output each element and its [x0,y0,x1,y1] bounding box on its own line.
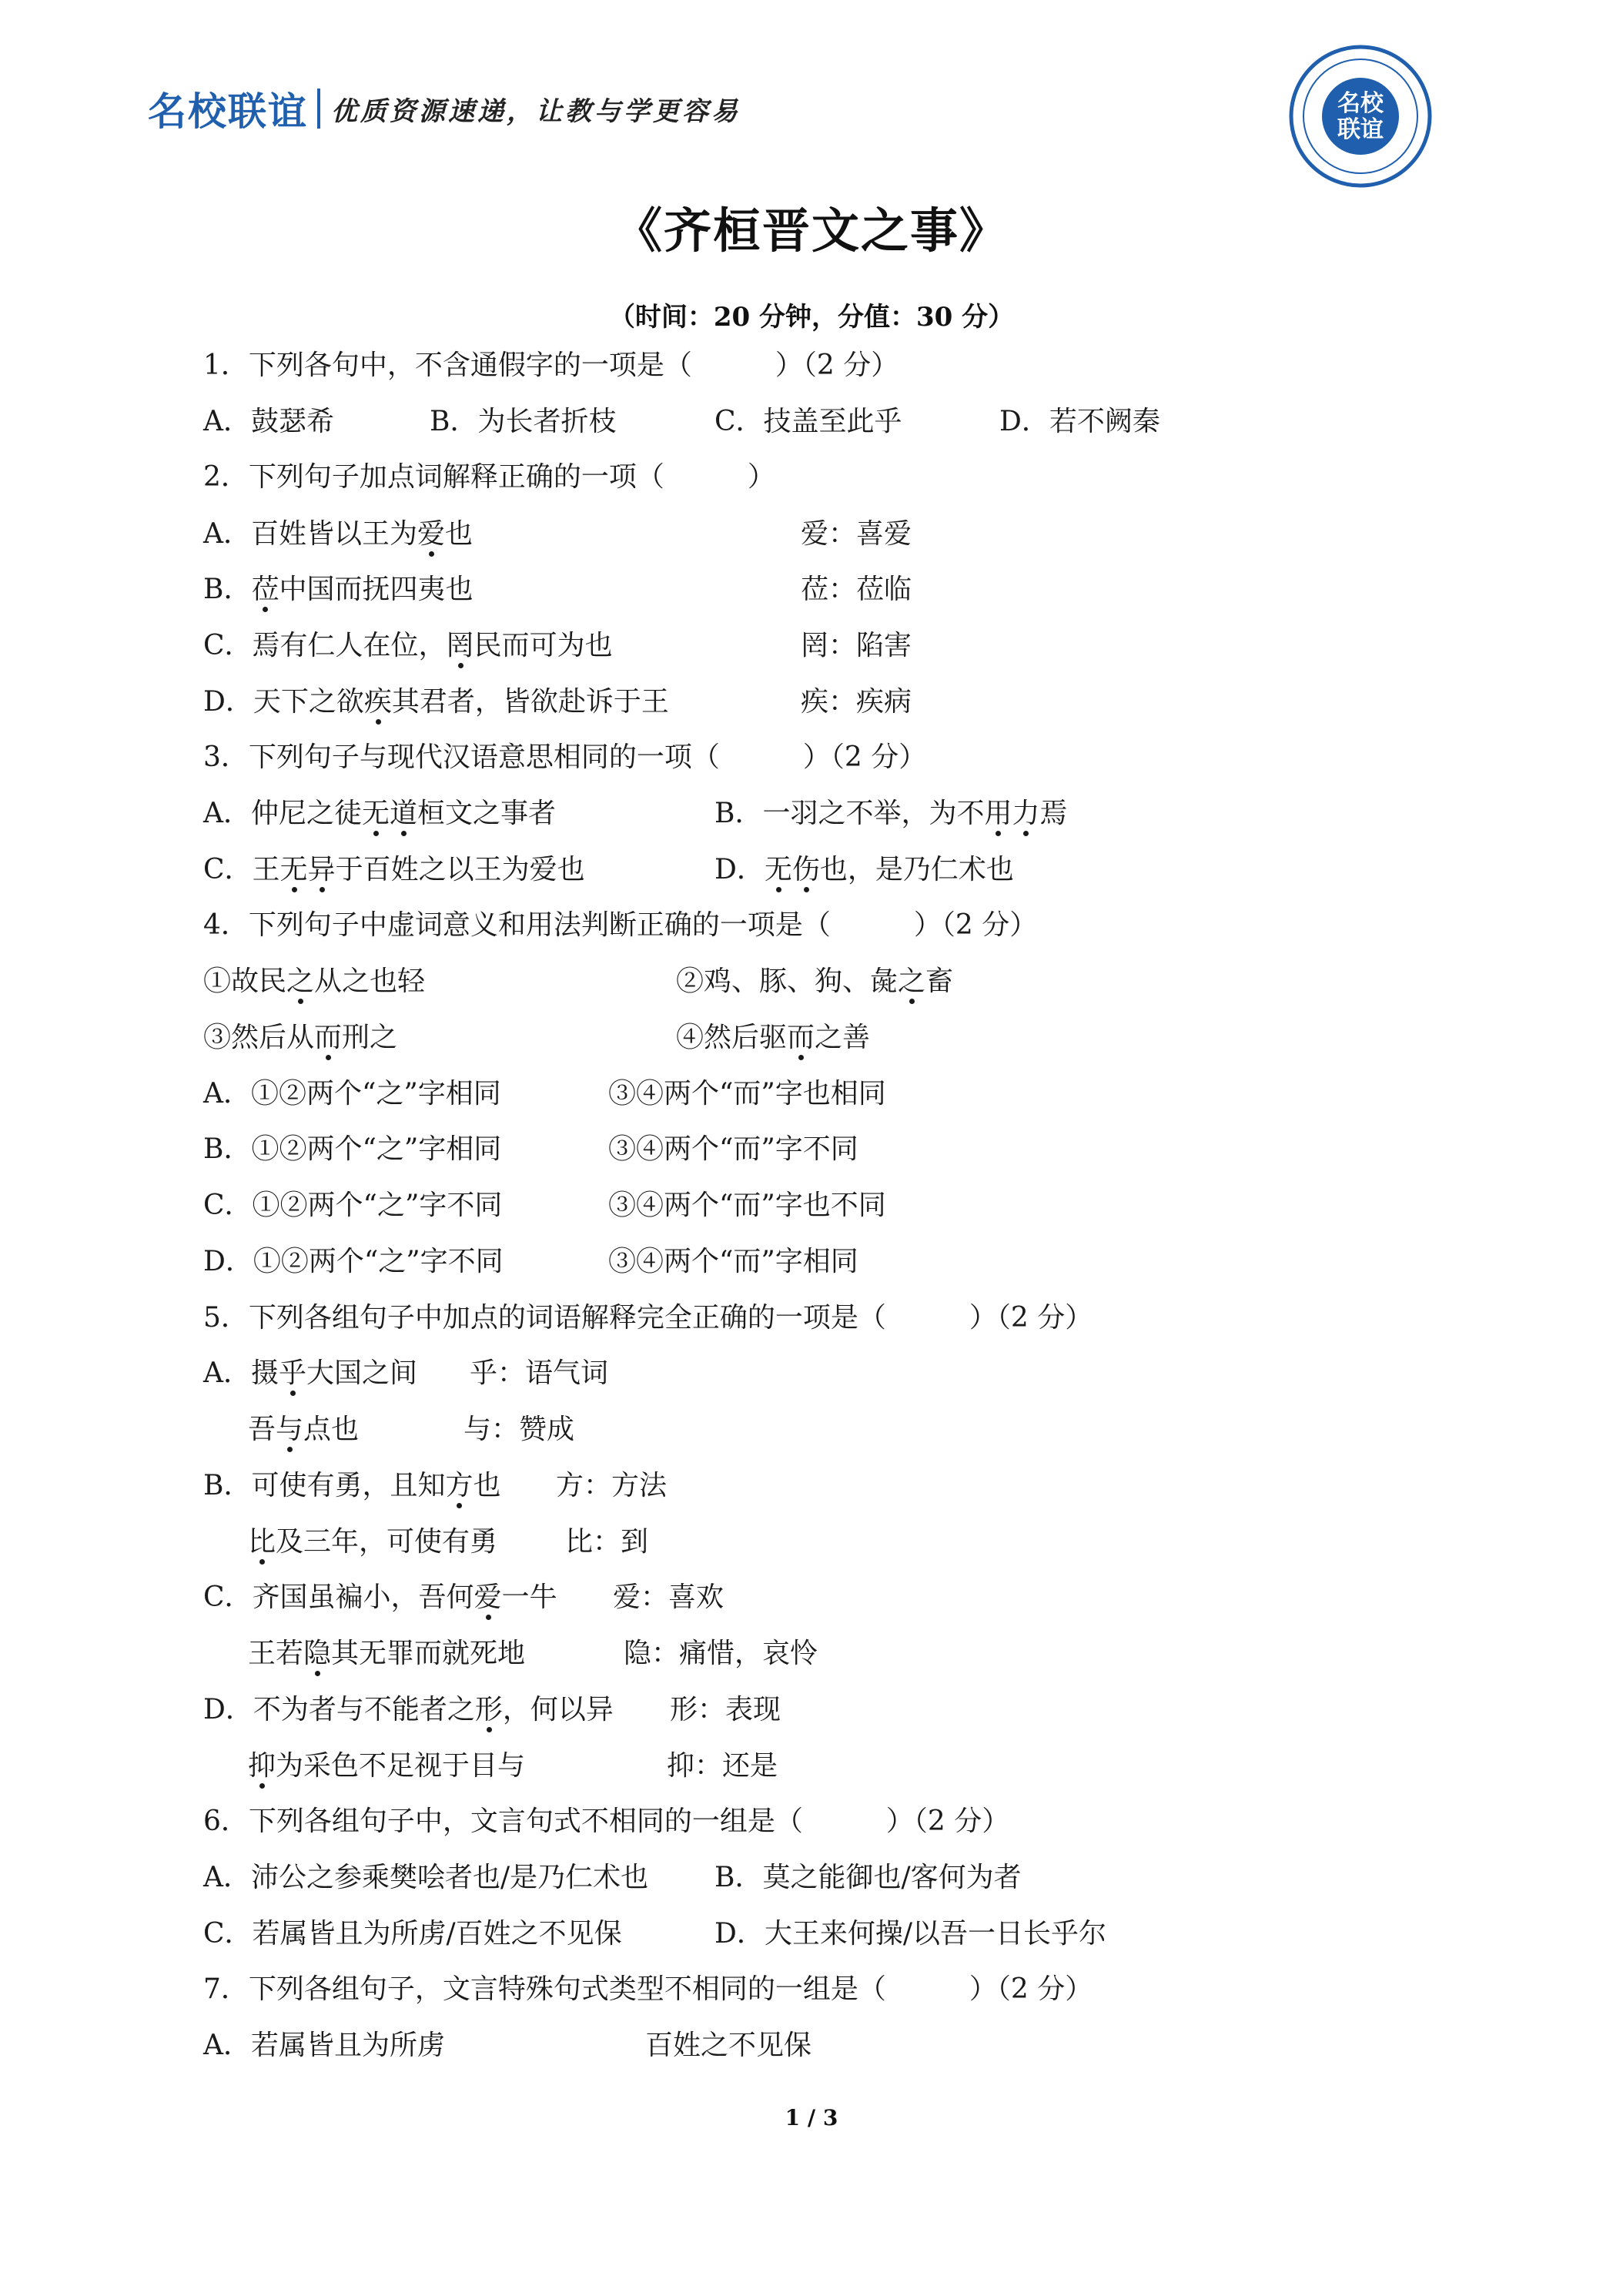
q2-gloss-b: 莅：莅临 [801,574,912,605]
seal-logo-icon [1287,43,1434,189]
exam-info: （时间：20 分钟，分值：30 分） [608,302,1015,333]
q2-option-a: A．百姓皆以王为爱也 [203,518,474,550]
q4-option-b-2: ③④两个“而”字不同 [608,1133,858,1165]
q5-gloss-c2: 隐：痛惜，哀怜 [624,1638,818,1669]
q4-option-d-2: ③④两个“而”字相同 [608,1246,858,1277]
brand-logo-text: 名校联谊 [148,89,308,134]
q5-gloss-b1: 方：方法 [556,1470,668,1501]
q5-gloss-c1: 爱：喜欢 [613,1581,724,1613]
q3-option-d: D．无伤也，是乃仁术也 [714,854,1014,885]
q5-gloss-a2: 与：赞成 [463,1414,575,1445]
q1-option-a: A．鼓瑟希 [203,406,334,437]
q4-sentence-4: ④然后驱而之善 [676,1022,871,1053]
q2-gloss-d: 疾：疾病 [801,686,912,718]
svg-text:名校: 名校 [1337,90,1384,117]
q5-gloss-d1: 形：表现 [670,1694,781,1725]
q2-option-b: B．莅中国而抚四夷也 [203,574,474,605]
q2-option-d: D．天下之欲疾其君者，皆欲赴诉于王 [203,686,669,718]
page-number: 1 / 3 [785,2105,838,2130]
q6-option-c: C．若属皆且为所虏/百姓之不见保 [203,1918,622,1950]
q5-option-d-line2: 抑为采色不足视于目与 [248,1750,526,1782]
q5-gloss-a1: 乎：语气词 [470,1357,609,1389]
q5-gloss-b2: 比：到 [565,1526,649,1558]
page-header [148,82,741,136]
q6-option-d: D．大王来何操/以吾一日长乎尔 [714,1918,1106,1950]
q2-stem: 2．下列句子加点词解释正确的一项（ ） [203,461,775,493]
q5-option-c-line2: 王若隐其无罪而就死地 [248,1638,526,1669]
q2-gloss-a: 爱：喜爱 [801,518,912,550]
page-title: 《齐桓晋文之事》 [614,202,1009,259]
q1-option-c: C．技盖至此乎 [714,406,902,437]
q4-option-c-2: ③④两个“而”字也不同 [608,1190,886,1221]
q1-option-d: D．若不阙秦 [999,406,1160,437]
q4-option-d: D．①②两个“之”字不同 [203,1246,504,1277]
brand-divider [317,89,320,129]
svg-text:联谊: 联谊 [1337,116,1384,143]
brand-slogan: 优质资源速递，让教与学更容易 [331,95,741,127]
q2-gloss-c: 罔：陷害 [801,630,912,661]
q6-option-b: B．莫之能御也/客何为者 [714,1862,1022,1893]
q4-sentence-2: ②鸡、豚、狗、彘之畜 [676,966,954,997]
q3-option-c: C．王无异于百姓之以王为爱也 [203,854,585,885]
q4-option-a: A．①②两个“之”字相同 [203,1078,501,1110]
q1-option-b: B．为长者折枝 [430,406,617,437]
q5-option-d-line1: D．不为者与不能者之形，何以异 [203,1694,614,1725]
q3-stem: 3．下列句子与现代汉语意思相同的一项（ ）（2 分） [203,741,927,773]
q7-stem: 7．下列各组句子，文言特殊句式类型不相同的一组是（ ）（2 分） [203,1973,1093,2005]
q4-option-a-2: ③④两个“而”字也相同 [608,1078,886,1110]
q6-option-a: A．沛公之参乘樊哙者也/是乃仁术也 [203,1862,649,1893]
q5-option-b-line1: B．可使有勇，且知方也 [203,1470,501,1501]
q5-gloss-d2: 抑：还是 [667,1750,778,1782]
q6-stem: 6．下列各组句子中，文言句式不相同的一组是（ ）（2 分） [203,1806,1010,1837]
q5-stem: 5．下列各组句子中加点的词语解释完全正确的一项是（ ）（2 分） [203,1302,1093,1334]
q4-sentence-1: ①故民之从之也轻 [203,966,426,997]
q2-option-c: C．焉有仁人在位，罔民而可为也 [203,630,613,661]
q3-option-a: A．仲尼之徒无道桓文之事者 [203,798,557,829]
q5-option-a-line1: A．摄乎大国之间 [203,1357,418,1389]
q4-sentence-3: ③然后从而刑之 [203,1022,398,1053]
q5-option-b-line2: 比及三年，可使有勇 [248,1526,498,1558]
q4-option-c: C．①②两个“之”字不同 [203,1190,503,1221]
q4-option-b: B．①②两个“之”字相同 [203,1133,502,1165]
q1-stem: 1．下列各句中，不含通假字的一项是（ ）（2 分） [203,350,899,381]
q3-option-b: B．一羽之不举，为不用力焉 [714,798,1068,829]
q7-option-a-2: 百姓之不见保 [645,2030,812,2061]
q5-option-c-line1: C．齐国虽褊小，吾何爱一牛 [203,1581,557,1613]
q4-stem: 4．下列句子中虚词意义和用法判断正确的一项是（ ）（2 分） [203,909,1038,941]
q7-option-a: A．若属皆且为所虏 [203,2030,445,2061]
q5-option-a-line2: 吾与点也 [248,1414,360,1445]
